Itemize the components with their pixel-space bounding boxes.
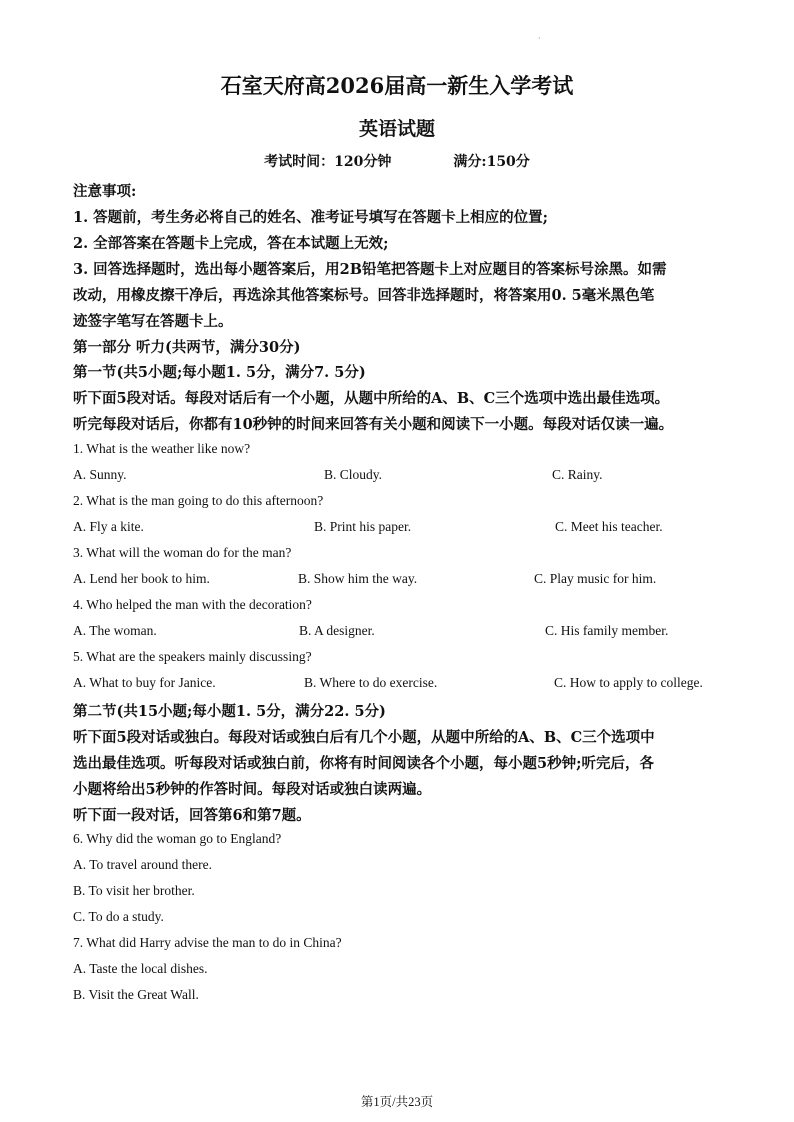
- question-3-option-a: A. Lend her book to him.: [73, 571, 210, 586]
- section2-instruction-2: 选出最佳选项。听每段对话或独白前，你将有时间阅读各个小题，每小题5秒钟;听完后，各: [73, 755, 654, 772]
- question-7-option-a: A. Taste the local dishes.: [73, 961, 208, 976]
- dialogue-group-instruction: 听下面一段对话，回答第6和第7题。: [73, 807, 311, 824]
- page-number: 第1页/共23页: [360, 1095, 434, 1109]
- question-5-option-c: C. How to apply to college.: [554, 675, 703, 690]
- exam-score: 满分:150分: [453, 154, 530, 170]
- section1-instruction-2: 听完每段对话后，你都有10秒钟的时间来回答有关小题和阅读下一小题。每段对话仅读一遍。: [73, 416, 674, 433]
- question-4-option-b: B. A designer.: [299, 623, 375, 638]
- question-2-option-c: C. Meet his teacher.: [555, 519, 663, 534]
- notes-heading: 注意事项:: [73, 183, 137, 200]
- question-2: 2. What is the man going to do this afternoon?: [73, 493, 324, 508]
- question-1-option-c: C. Rainy.: [552, 467, 603, 482]
- question-4-option-c: C. His family member.: [545, 623, 669, 638]
- note-3-line-2: 改动，用橡皮擦干净后，再选涂其他答案标号。回答非选择题时，将答案用0. 5毫米黑色笔: [73, 287, 655, 304]
- section2-instruction-3: 小题将给出5秒钟的作答时间。每段对话或独白读两遍。: [73, 781, 432, 798]
- exam-subject: 英语试题: [358, 118, 435, 140]
- question-6-option-a: A. To travel around there.: [73, 857, 213, 872]
- part1-title: 第一部分 听力(共两节，满分30分): [73, 339, 301, 356]
- note-2: 2. 全部答案在答题卡上完成，答在本试题上无效;: [73, 235, 389, 252]
- question-4: 4. Who helped the man with the decoration?: [73, 597, 312, 612]
- question-5-option-b: B. Where to do exercise.: [304, 675, 438, 690]
- question-5-option-a: A. What to buy for Janice.: [73, 675, 216, 690]
- note-3-line-3: 迹签字笔写在答题卡上。: [73, 313, 233, 330]
- question-6-option-c: C. To do a study.: [73, 909, 164, 924]
- question-7: 7. What did Harry advise the man to do in China?: [73, 935, 342, 950]
- question-3-option-b: B. Show him the way.: [298, 571, 418, 586]
- section1-title: 第一节(共5小题;每小题1. 5分，满分7. 5分): [73, 364, 366, 381]
- note-3-line-1: 3. 回答选择题时，选出每小题答案后，用2B铅笔把答题卡上对应题目的答案标号涂黑。如需: [73, 261, 667, 278]
- question-1-option-a: A. Sunny.: [73, 467, 127, 482]
- section1-instruction-1: 听下面5段对话。每段对话后有一个小题，从题中所给的A、B、C三个选项中选出最佳选项。: [73, 390, 670, 407]
- question-7-option-b: B. Visit the Great Wall.: [73, 987, 199, 1002]
- question-3: 3. What will the woman do for the man?: [73, 545, 292, 560]
- note-1: 1. 答题前，考生务必将自己的姓名、准考证号填写在答题卡上相应的位置;: [73, 209, 549, 226]
- question-5: 5. What are the speakers mainly discussing?: [73, 649, 312, 664]
- exam-meta: [0, 151, 794, 171]
- question-2-option-a: A. Fly a kite.: [73, 519, 144, 534]
- question-4-option-a: A. The woman.: [73, 623, 157, 638]
- question-2-option-b: B. Print his paper.: [314, 519, 412, 534]
- question-1-option-b: B. Cloudy.: [324, 467, 383, 482]
- question-6-option-b: B. To visit her brother.: [73, 883, 195, 898]
- corner-mark: ·: [538, 34, 541, 43]
- section2-title: 第二节(共15小题;每小题1. 5分，满分22. 5分): [73, 703, 386, 720]
- section2-instruction-1: 听下面5段对话或独白。每段对话或独白后有几个小题，从题中所给的A、B、C三个选项中: [73, 729, 655, 746]
- question-1: 1. What is the weather like now?: [73, 441, 251, 456]
- exam-title: 石室天府高2026届高一新生入学考试: [220, 73, 574, 98]
- question-6: 6. Why did the woman go to England?: [73, 831, 282, 846]
- question-3-option-c: C. Play music for him.: [534, 571, 657, 586]
- exam-time: 考试时间：120分钟: [264, 154, 392, 170]
